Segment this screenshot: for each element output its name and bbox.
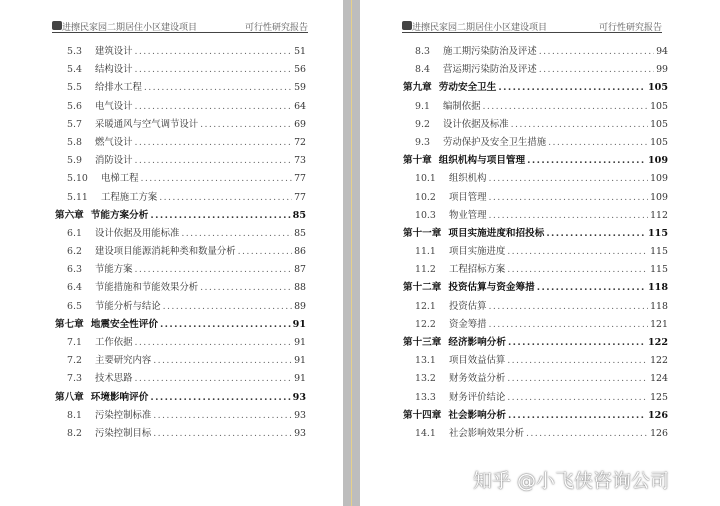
toc-entry-number: 第十二章	[403, 282, 442, 294]
toc-entry-number: 13.1	[415, 355, 436, 367]
toc-entry-title: 编制依据	[443, 100, 481, 112]
toc-leader-dots	[181, 225, 292, 243]
toc-entry-number: 5.9	[67, 155, 82, 167]
toc-leader-dots	[507, 243, 648, 261]
toc-section-row[interactable]	[67, 407, 306, 425]
toc-leader-dots	[141, 170, 293, 188]
toc-entry-number: 5.11	[67, 191, 88, 203]
toc-leader-dots	[135, 334, 293, 352]
toc-entry-title: 建筑设计	[95, 46, 133, 57]
toc-leader-dots	[150, 207, 290, 225]
toc-leader-dots	[163, 298, 292, 316]
toc-entry-page: 91	[292, 318, 306, 330]
toc-entry-title: 财务效益分析	[449, 373, 506, 385]
toc-entry-number: 8.1	[67, 409, 82, 421]
toc-leader-dots	[507, 261, 648, 279]
toc-section-row[interactable]	[415, 170, 668, 188]
toc-entry-title: 劳动保护及安全卫生措施	[443, 136, 547, 148]
toc-entry-title: 项目实施进度和招投标	[448, 227, 545, 239]
toc-entry-number: 13.3	[415, 391, 436, 403]
toc-section-row[interactable]	[415, 425, 668, 443]
toc-leader-dots	[489, 207, 649, 225]
toc-entry-number: 12.2	[415, 318, 436, 330]
toc-entry-title: 节能方案	[95, 264, 133, 276]
toc-section-row[interactable]	[67, 334, 306, 352]
toc-entry-number: 8.2	[67, 427, 82, 439]
toc-entry-title: 电梯工程	[101, 173, 139, 185]
toc-entry-page: 85	[294, 227, 306, 239]
toc-entry-title: 资金筹措	[449, 318, 487, 330]
toc-leader-dots	[200, 116, 292, 134]
table-of-contents-left	[55, 43, 306, 443]
toc-entry-title: 污染控制目标	[95, 427, 152, 439]
toc-section-row[interactable]	[415, 134, 668, 152]
toc-entry-number: 9.2	[415, 118, 430, 130]
toc-leader-dots	[508, 407, 646, 425]
toc-entry-title: 工程招标方案	[449, 264, 506, 276]
toc-leader-dots	[159, 189, 292, 207]
toc-entry-title: 劳动安全卫生	[438, 82, 497, 94]
toc-entry-page: 126	[650, 427, 668, 439]
toc-entry-page: 118	[650, 300, 668, 312]
toc-section-row[interactable]	[67, 79, 306, 97]
toc-entry-title: 主要研究内容	[95, 355, 152, 367]
toc-section-row[interactable]	[67, 98, 306, 116]
toc-entry-page: 124	[650, 373, 668, 385]
toc-section-row[interactable]	[415, 43, 668, 61]
toc-entry-number: 5.8	[67, 136, 82, 148]
toc-leader-dots	[135, 134, 293, 152]
toc-leader-dots	[546, 225, 646, 243]
toc-entry-page: 88	[294, 282, 306, 294]
toc-entry-page: 109	[650, 191, 668, 203]
toc-leader-dots	[135, 370, 293, 388]
toc-entry-number: 6.5	[67, 300, 82, 312]
toc-chapter-row[interactable]	[403, 334, 668, 352]
toc-entry-page: 115	[650, 246, 668, 258]
toc-entry-page: 112	[650, 209, 668, 221]
toc-leader-dots	[507, 370, 648, 388]
toc-section-row[interactable]	[67, 134, 306, 152]
toc-entry-number: 6.2	[67, 246, 82, 258]
toc-chapter-row[interactable]	[403, 279, 668, 297]
toc-entry-title: 地震安全性评价	[90, 318, 158, 330]
toc-entry-page: 122	[650, 355, 668, 367]
toc-entry-number: 7.1	[67, 337, 82, 348]
toc-section-row[interactable]	[415, 61, 668, 79]
toc-entry-number: 5.7	[67, 118, 82, 130]
toc-entry-number: 7.3	[67, 373, 82, 385]
toc-leader-dots	[539, 61, 654, 79]
toc-leader-dots	[135, 61, 293, 79]
toc-section-row[interactable]	[415, 98, 668, 116]
toc-entry-number: 6.4	[67, 282, 82, 294]
toc-entry-page: 94	[656, 46, 668, 57]
toc-entry-number: 10.3	[415, 209, 436, 221]
toc-entry-page: 73	[294, 155, 306, 167]
toc-entry-title: 财务评价结论	[449, 391, 506, 403]
toc-leader-dots	[489, 316, 649, 334]
toc-entry-title: 经济影响分析	[448, 337, 506, 348]
toc-section-row[interactable]	[67, 243, 306, 261]
toc-section-row[interactable]	[67, 61, 306, 79]
toc-entry-number: 第十章	[403, 155, 432, 167]
toc-leader-dots	[135, 261, 293, 279]
toc-entry-number: 5.10	[67, 173, 88, 185]
toc-section-row[interactable]	[67, 225, 306, 243]
toc-entry-page: 64	[294, 100, 306, 112]
toc-chapter-row[interactable]	[403, 79, 668, 97]
toc-entry-page: 122	[647, 337, 668, 348]
toc-entry-page: 118	[647, 282, 668, 294]
toc-leader-dots	[507, 389, 648, 407]
toc-entry-title: 建设项目能源消耗种类和数量分析	[95, 246, 236, 258]
toc-entry-title: 节能分析与结论	[95, 300, 161, 312]
redaction-mark	[402, 21, 412, 30]
toc-entry-number: 8.3	[415, 46, 430, 57]
toc-leader-dots	[489, 189, 649, 207]
toc-section-row[interactable]	[67, 116, 306, 134]
toc-section-row[interactable]	[67, 425, 306, 443]
toc-section-row[interactable]	[67, 370, 306, 388]
toc-entry-number: 6.1	[67, 227, 82, 239]
toc-entry-title: 环境影响评价	[90, 391, 149, 403]
toc-entry-page: 105	[650, 100, 668, 112]
toc-section-row[interactable]	[67, 279, 306, 297]
toc-entry-title: 社会影响分析	[448, 409, 506, 421]
toc-section-row[interactable]	[415, 243, 668, 261]
toc-entry-number: 6.3	[67, 264, 82, 276]
toc-entry-title: 组织机构	[449, 173, 487, 185]
toc-entry-number: 12.1	[415, 300, 436, 312]
page-header	[402, 20, 662, 33]
toc-leader-dots	[507, 352, 648, 370]
toc-entry-title: 工作依据	[95, 337, 133, 348]
toc-entry-number: 14.1	[415, 427, 436, 439]
toc-entry-number: 第九章	[403, 82, 432, 94]
toc-section-row[interactable]	[67, 170, 306, 188]
toc-leader-dots	[527, 152, 646, 170]
toc-section-row[interactable]	[415, 370, 668, 388]
toc-entry-number: 9.1	[415, 100, 430, 112]
toc-entry-number: 第十四章	[403, 409, 442, 421]
toc-entry-page: 93	[292, 391, 306, 403]
toc-entry-page: 89	[294, 300, 306, 312]
toc-entry-page: 115	[647, 227, 668, 239]
toc-entry-title: 组织机构与项目管理	[438, 155, 526, 167]
toc-entry-number: 第十一章	[403, 227, 442, 239]
toc-leader-dots	[537, 279, 646, 297]
toc-entry-number: 8.4	[415, 64, 430, 76]
toc-section-row[interactable]	[67, 189, 306, 207]
toc-entry-title: 社会影响效果分析	[449, 427, 525, 439]
toc-entry-number: 10.1	[415, 173, 436, 185]
toc-entry-title: 污染控制标准	[95, 409, 152, 421]
toc-entry-page: 121	[650, 318, 668, 330]
redaction-mark	[52, 21, 62, 30]
toc-section-row[interactable]	[415, 189, 668, 207]
toc-entry-page: 86	[294, 246, 306, 258]
toc-entry-title: 给排水工程	[95, 82, 142, 94]
toc-entry-number: 5.4	[67, 64, 82, 76]
toc-section-row[interactable]	[415, 316, 668, 334]
toc-entry-number: 10.2	[415, 191, 436, 203]
toc-entry-page: 105	[650, 136, 668, 148]
toc-entry-title: 技术思路	[95, 373, 133, 385]
toc-chapter-row[interactable]	[55, 316, 306, 334]
header-doc-title: 进擦民家园二期居住小区建设项目	[62, 23, 198, 33]
toc-leader-dots	[548, 134, 648, 152]
toc-entry-title: 设计依据及用能标准	[95, 227, 180, 239]
toc-entry-number: 9.3	[415, 136, 430, 148]
toc-leader-dots	[200, 279, 292, 297]
toc-entry-page: 109	[647, 155, 668, 167]
gutter-line	[351, 0, 352, 506]
toc-chapter-row[interactable]	[403, 152, 668, 170]
toc-entry-title: 营运期污染防治及评述	[443, 64, 537, 76]
toc-chapter-row[interactable]	[403, 407, 668, 425]
toc-leader-dots	[160, 316, 291, 334]
toc-entry-page: 115	[650, 264, 668, 276]
toc-entry-title: 施工期污染防治及评述	[443, 46, 537, 57]
toc-chapter-row[interactable]	[403, 225, 668, 243]
toc-entry-number: 11.1	[415, 246, 436, 258]
toc-entry-title: 物业管理	[449, 209, 487, 221]
toc-section-row[interactable]	[415, 207, 668, 225]
toc-entry-title: 结构设计	[95, 64, 133, 76]
toc-leader-dots	[498, 79, 646, 97]
toc-leader-dots	[153, 407, 292, 425]
toc-leader-dots	[526, 425, 648, 443]
toc-leader-dots	[511, 116, 648, 134]
toc-section-row[interactable]	[415, 298, 668, 316]
toc-entry-page: 93	[294, 427, 306, 439]
toc-chapter-row[interactable]	[55, 207, 306, 225]
toc-entry-title: 节能方案分析	[90, 209, 149, 221]
toc-entry-title: 设计依据及标准	[443, 118, 509, 130]
toc-entry-number: 第七章	[55, 318, 84, 330]
toc-entry-page: 72	[294, 136, 306, 148]
toc-entry-title: 投资估算与资金筹措	[448, 282, 535, 294]
header-doc-title: 进擦民家园二期居住小区建设项目	[412, 23, 548, 33]
toc-section-row[interactable]	[415, 352, 668, 370]
page-header	[52, 20, 308, 33]
toc-entry-title: 燃气设计	[95, 136, 133, 148]
toc-leader-dots	[489, 298, 649, 316]
toc-section-row[interactable]	[67, 352, 306, 370]
right-page	[360, 0, 720, 506]
toc-entry-number: 5.6	[67, 100, 82, 112]
header-report-type: 可行性研究报告	[598, 23, 662, 33]
toc-entry-page: 105	[650, 118, 668, 130]
toc-entry-number: 5.3	[67, 46, 82, 57]
toc-entry-title: 采暖通风与空气调节设计	[95, 118, 199, 130]
toc-leader-dots	[539, 43, 654, 61]
toc-section-row[interactable]	[415, 389, 668, 407]
watermark: 知乎 @小飞侠咨询公司	[473, 470, 670, 492]
toc-entry-title: 项目管理	[449, 191, 487, 203]
toc-entry-title: 项目实施进度	[449, 246, 506, 258]
header-report-type: 可行性研究报告	[244, 23, 308, 33]
toc-leader-dots	[508, 334, 646, 352]
toc-section-row[interactable]	[67, 298, 306, 316]
toc-entry-page: 87	[294, 264, 306, 276]
toc-entry-page: 51	[294, 46, 306, 57]
toc-entry-page: 109	[650, 173, 668, 185]
toc-entry-page: 91	[294, 337, 306, 348]
toc-entry-page: 56	[294, 64, 306, 76]
toc-entry-page: 105	[647, 82, 668, 94]
toc-entry-number: 第六章	[55, 209, 84, 221]
toc-section-row[interactable]	[415, 261, 668, 279]
toc-section-row[interactable]	[415, 116, 668, 134]
toc-entry-title: 消防设计	[95, 155, 133, 167]
toc-entry-page: 91	[294, 373, 306, 385]
toc-leader-dots	[135, 152, 293, 170]
toc-section-row[interactable]	[67, 43, 306, 61]
toc-entry-page: 99	[656, 64, 668, 76]
toc-leader-dots	[150, 389, 290, 407]
page-gutter	[343, 0, 360, 506]
toc-leader-dots	[135, 98, 293, 116]
toc-entry-page: 77	[294, 191, 306, 203]
toc-entry-number: 第十三章	[403, 337, 442, 348]
toc-entry-page: 91	[294, 355, 306, 367]
toc-entry-title: 节能措施和节能效果分析	[95, 282, 199, 294]
toc-entry-page: 59	[294, 82, 306, 94]
toc-chapter-row[interactable]	[55, 389, 306, 407]
toc-entry-number: 第八章	[55, 391, 84, 403]
toc-entry-page: 125	[650, 391, 668, 403]
toc-entry-page: 85	[292, 209, 306, 221]
toc-entry-title: 工程施工方案	[101, 191, 158, 203]
toc-leader-dots	[238, 243, 292, 261]
table-of-contents-right	[403, 43, 668, 443]
toc-entry-page: 77	[294, 173, 306, 185]
toc-entry-number: 5.5	[67, 82, 82, 94]
toc-entry-title: 电气设计	[95, 100, 133, 112]
toc-leader-dots	[135, 43, 293, 61]
toc-leader-dots	[489, 170, 649, 188]
toc-entry-title: 项目效益估算	[449, 355, 506, 367]
toc-leader-dots	[153, 352, 292, 370]
toc-entry-number: 7.2	[67, 355, 82, 367]
toc-section-row[interactable]	[67, 261, 306, 279]
toc-entry-number: 11.2	[415, 264, 436, 276]
toc-leader-dots	[144, 79, 292, 97]
toc-entry-title: 投资估算	[449, 300, 487, 312]
toc-entry-page: 93	[294, 409, 306, 421]
toc-entry-number: 13.2	[415, 373, 436, 385]
toc-entry-page: 69	[294, 118, 306, 130]
left-page	[0, 0, 343, 506]
toc-leader-dots	[153, 425, 292, 443]
toc-leader-dots	[483, 98, 649, 116]
toc-entry-page: 126	[647, 409, 668, 421]
toc-section-row[interactable]	[67, 152, 306, 170]
